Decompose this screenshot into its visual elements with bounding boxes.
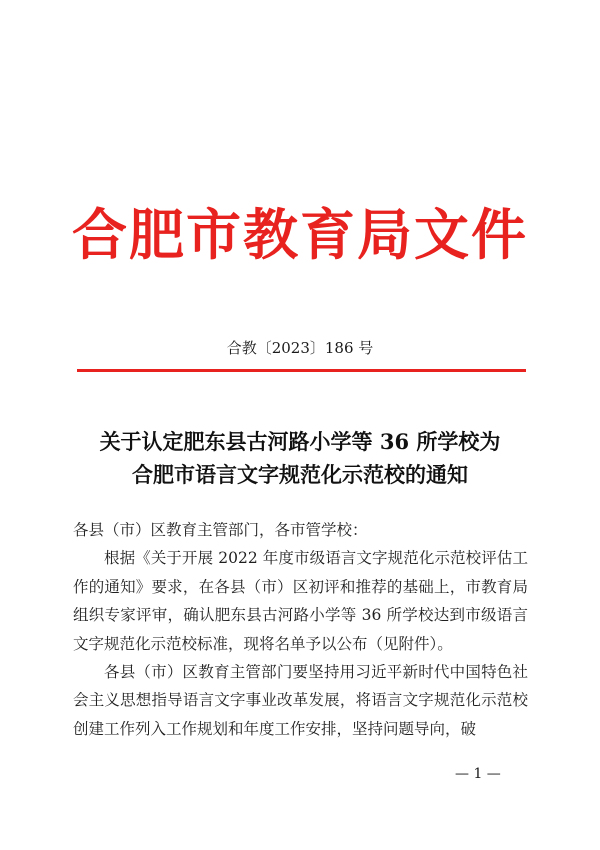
document-number: 合教〔2023〕186 号 [226, 339, 374, 357]
notice-body [73, 516, 528, 743]
red-divider-line [77, 369, 526, 372]
body-paragraph-2: 各县（市）区教育主管部门要坚持用习近平新时代中国特色社会主义思想指导语言文字事业改革发展，将语言文字规范化示范校创建工作列入工作规划和年度工作安排，坚持问题导向，破 [73, 663, 528, 738]
notice-title [0, 425, 600, 491]
masthead-title: 合肥市教育局文件 [71, 202, 528, 267]
notice-title-line-1: 关于认定肥东县古河路小学等 36 所学校为 [99, 429, 501, 454]
body-paragraph-1: 根据《关于开展 2022 年度市级语言文字规范化示范校评估工作的通知》要求，在各县（市）区初评和推荐的基础上，市教育局组织专家评审，确认肥东县古河路小学等 36 所学校达到市级语言文字规范化示范校标准，现将名单予以公布（见附件）。 [73, 549, 528, 653]
notice-title-line-2: 合肥市语言文字规范化示范校的通知 [132, 462, 468, 487]
salutation: 各县（市）区教育主管部门，各市管学校： [73, 521, 368, 539]
page-number: — 1 — [455, 766, 501, 782]
